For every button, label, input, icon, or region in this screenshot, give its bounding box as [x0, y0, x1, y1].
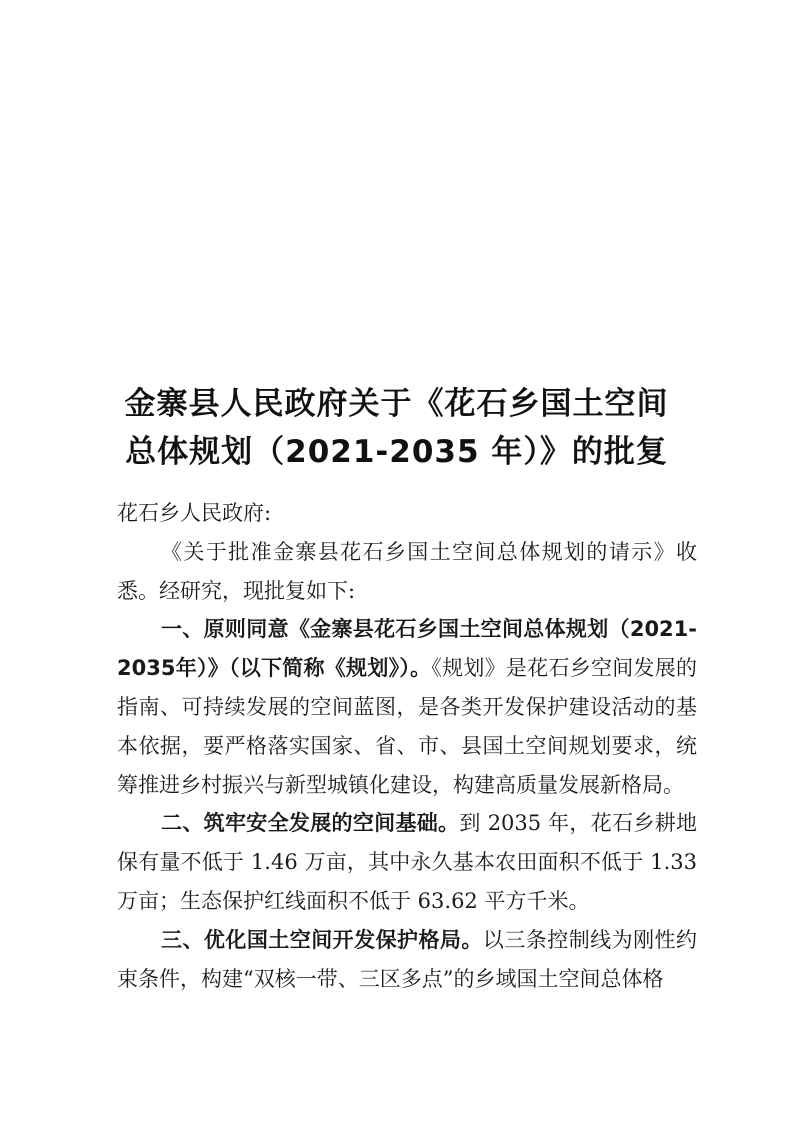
- intro-paragraph: 《关于批准金寨县花石乡国土空间总体规划的请示》收悉。经研究，现批复如下:: [117, 539, 697, 603]
- document-title-line2: 总体规划（2021-2035 年）》的批复: [125, 434, 668, 470]
- section-2-text: 到 2035 年，花石乡耕地保有量不低于 1.46 万亩，其中永久基本农田面积不低于 1.33 万亩；生态保护红线面积不低于 63.62 平方千米。: [117, 811, 698, 913]
- salutation: 花石乡人民政府:: [117, 501, 272, 525]
- section-3-heading: 三、优化国土空间开发保护格局。: [161, 927, 483, 952]
- section-3-text: 以三条控制线为刚性约束条件，构建“双核一带、三区多点”的乡域国土空间总体格: [117, 927, 697, 991]
- section-2-paragraph: [117, 804, 697, 920]
- section-3-paragraph: [117, 921, 697, 999]
- section-2-heading: 二、筑牢安全发展的空间基础。: [161, 811, 460, 836]
- section-1-paragraph: [117, 610, 697, 804]
- section-1-text: 《规划》是花石乡空间发展的指南、可持续发展的空间蓝图，是各类开发保护建设活动的基本依据，要严格落实国家、省、市、县国土空间规划要求，统筹推进乡村振兴与新型城镇化建设，构建高质量发展新格局。: [117, 656, 698, 797]
- section-1-heading: 一、原则同意《金寨县花石乡国土空间总体规划（2021-2035年）》（以下简称《规划》）。: [117, 617, 697, 681]
- document-title-line1: 金寨县人民政府关于《花石乡国土空间: [124, 386, 669, 422]
- document-body: [117, 494, 697, 998]
